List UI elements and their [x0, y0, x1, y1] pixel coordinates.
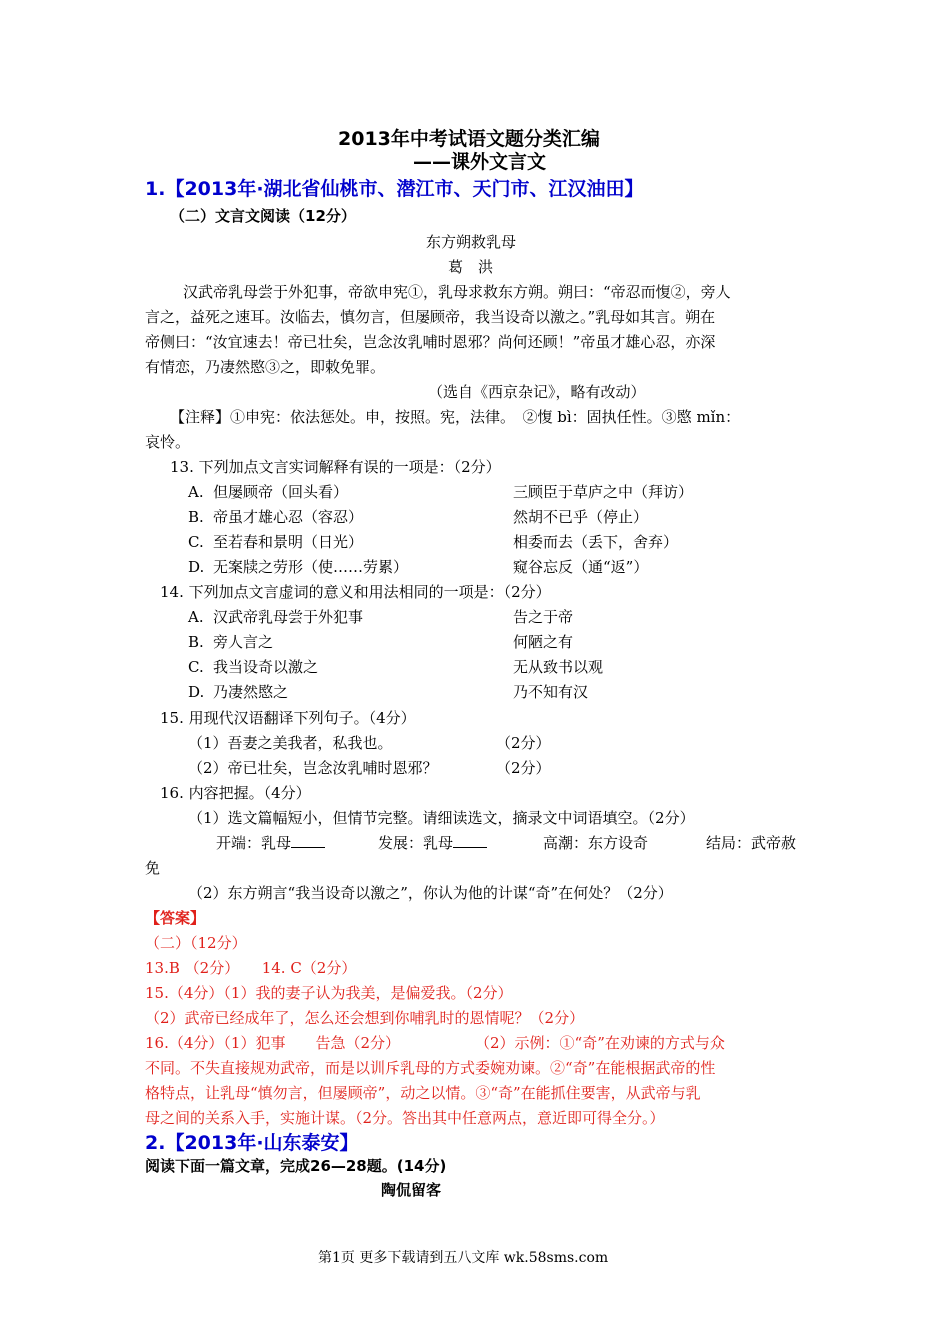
fill-blank-item: 高潮：东方设奇: [543, 834, 649, 852]
option-label: B.: [188, 633, 204, 651]
page-title: 2013年中考试语文题分类汇编: [338, 128, 600, 150]
section-1-heading: 1.【2013年·湖北省仙桃市、潜江市、天门市、江汉油田】: [145, 178, 644, 200]
passage-source: （选自《西京杂记》，略有改动）: [428, 383, 646, 401]
passage-line: 帝侧曰：“汝宜速去！帝已壮矣，岂念汝乳哺时恩邪？尚何还顾！”帝虽才雄心忍，亦深: [145, 333, 716, 351]
answer-line: 15.（4分）（1）我的妻子认为我美，是偏爱我。（2分）: [145, 984, 513, 1002]
option-left: 乃凄然愍之: [213, 683, 289, 701]
option-label: C.: [188, 658, 204, 676]
option-label: C.: [188, 533, 204, 551]
option-right: 何陋之有: [513, 633, 574, 651]
passage-line: 言之，益死之速耳。汝临去，慎勿言，但屡顾帝，我当设奇以激之。”乳母如其言。朔在: [145, 308, 716, 326]
answer-line: 不同。不失直接规劝武帝，而是以训斥乳母的方式委婉劝谏。②“奇”在能根据武帝的性: [145, 1059, 716, 1077]
option-right: 无从致书以观: [513, 658, 604, 676]
section-2-heading: 2.【2013年·山东泰安】: [145, 1132, 359, 1154]
option-left: 我当设奇以激之: [213, 658, 319, 676]
option-label: B.: [188, 508, 204, 526]
option-left: 至若春和景明（日光）: [213, 533, 364, 551]
answer-blank[interactable]: [453, 833, 487, 848]
fill-blank-item: 结局：武帝赦: [706, 834, 797, 852]
question-13: 13. 下列加点文言实词解释有误的一项是：（2分）: [170, 458, 501, 476]
option-label: D.: [188, 558, 205, 576]
passage-author: 葛 洪: [448, 258, 494, 276]
fill-blank-item: 开端：乳母: [216, 833, 325, 853]
answer-blank[interactable]: [291, 833, 325, 848]
answer-line: 格特点，让乳母“慎勿言，但屡顾帝”，动之以情。③“奇”在能抓住要害，从武帝与乳: [145, 1084, 701, 1102]
translation-item: （2）帝已壮矣，岂念汝乳哺时恩邪？: [188, 759, 438, 777]
question-16-part-2: （2）东方朔言“我当设奇以激之”，你认为他的计谋“奇”在何处？（2分）: [188, 884, 673, 902]
fill-blank-continuation: 免: [145, 859, 161, 877]
passage-title: 东方朔救乳母: [426, 233, 517, 251]
passage-line: 汉武帝乳母尝于外犯事，帝欲申宪①，乳母求救东方朔。朔曰：“帝忍而愎②，旁人: [183, 283, 731, 301]
answer-line: 16.（4分）（1）犯事 告急（2分） （2）示例：①“奇”在劝谏的方式与众: [145, 1034, 725, 1052]
option-label: A.: [188, 608, 204, 626]
annotation-line: 【注释】①申宪：依法惩处。申，按照。宪，法律。 ②愎 bì：固执任性。③愍 mǐn：: [170, 408, 741, 426]
answer-line: 13.B （2分） 14. C（2分）: [145, 959, 357, 977]
option-right: 相委而去（丢下，舍弃）: [513, 533, 679, 551]
page-footer: 第1页 更多下载请到五八文库 wk.58sms.com: [318, 1250, 609, 1266]
question-14: 14. 下列加点文言虚词的意义和用法相同的一项是：（2分）: [160, 583, 551, 601]
translation-score: （2分）: [496, 734, 551, 752]
page-subtitle: ——课外文言文: [413, 151, 547, 173]
option-label: A.: [188, 483, 204, 501]
fill-blank-item: 发展：乳母: [378, 833, 487, 853]
section-2-intro: 阅读下面一篇文章，完成26—28题。(14分): [145, 1157, 447, 1175]
reading-subheading: （二）文言文阅读（12分）: [170, 207, 356, 225]
option-left: 无案牍之劳形（使……劳累）: [213, 558, 409, 576]
translation-score: （2分）: [496, 759, 551, 777]
annotation-line: 哀怜。: [145, 433, 191, 451]
option-left: 但屡顾帝（回头看）: [213, 483, 349, 501]
question-16-part-1: （1）选文篇幅短小，但情节完整。请细读选文，摘录文中词语填空。（2分）: [188, 809, 695, 827]
passage-line: 有情恋，乃凄然愍③之，即敕免罪。: [145, 358, 386, 376]
option-left: 帝虽才雄心忍（容忍）: [213, 508, 364, 526]
section-2-passage-title: 陶侃留客: [381, 1181, 442, 1199]
answer-line: 母之间的关系入手，实施计谋。（2分。答出其中任意两点，意近即可得全分。）: [145, 1109, 665, 1127]
option-right: 乃不知有汉: [513, 683, 589, 701]
answer-line: （二）（12分）: [145, 934, 247, 952]
question-16: 16. 内容把握。（4分）: [160, 784, 311, 802]
option-right: 告之于帝: [513, 608, 574, 626]
question-15: 15. 用现代汉语翻译下列句子。（4分）: [160, 709, 416, 727]
translation-item: （1）吾妻之美我者，私我也。: [188, 734, 393, 752]
option-right: 然胡不已乎（停止）: [513, 508, 649, 526]
option-right: 窥谷忘反（通“返”）: [513, 558, 649, 576]
answer-line: （2）武帝已经成年了，怎么还会想到你哺乳时的恩情呢？（2分）: [145, 1009, 585, 1027]
option-right: 三顾臣于草庐之中（拜访）: [513, 483, 694, 501]
answer-label: 【答案】: [145, 909, 206, 927]
option-left: 汉武帝乳母尝于外犯事: [213, 608, 364, 626]
option-label: D.: [188, 683, 205, 701]
option-left: 旁人言之: [213, 633, 274, 651]
